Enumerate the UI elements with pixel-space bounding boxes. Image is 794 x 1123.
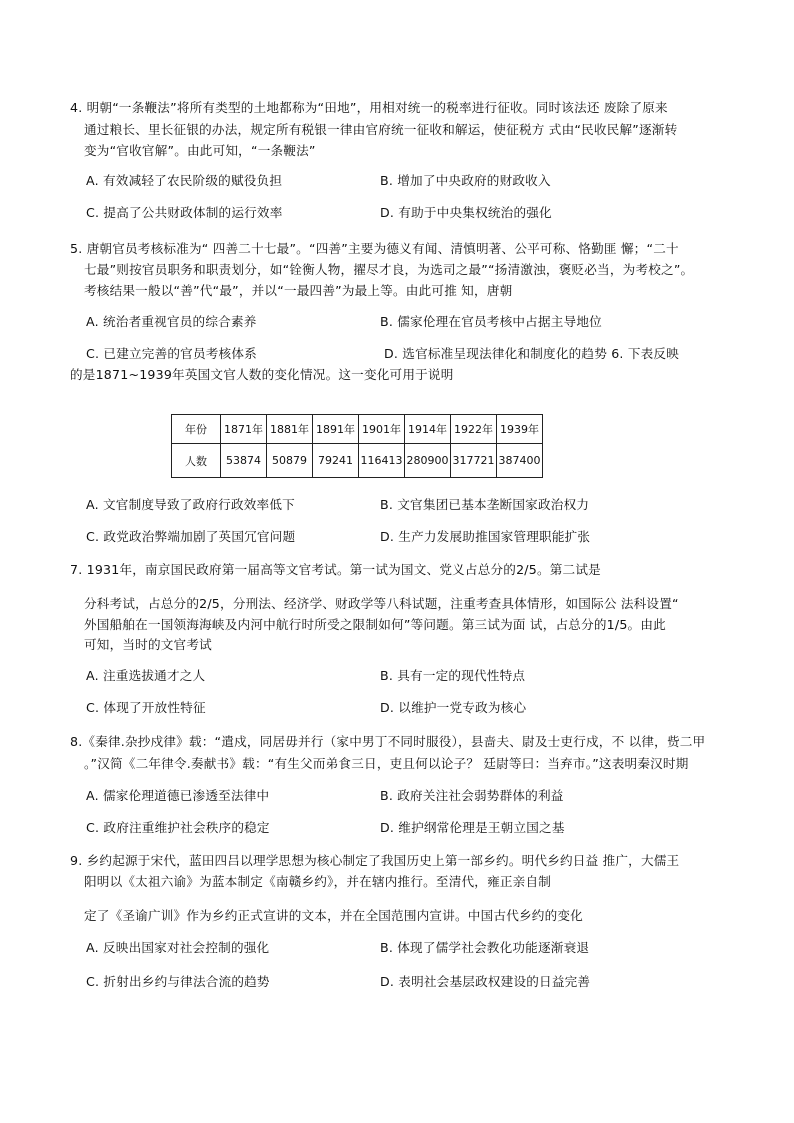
q8-option-a[interactable]: A. 儒家伦理道德已渗透至法律中: [86, 788, 270, 803]
q9-stem-line-3: 定了《圣谕广训》作为乡约正式宣讲的文本，并在全国范围内宣讲。中国古代乡约的变化: [84, 908, 583, 923]
q4-stem-line-2: 通过粮长、里长征银的办法，规定所有税银一律由官府统一征收和解运，使征税方 式由“民收民解”逐渐转: [84, 122, 678, 137]
q5-option-b[interactable]: B. 儒家伦理在官员考核中占据主导地位: [380, 314, 602, 329]
q4-option-b[interactable]: B. 增加了中央政府的财政收入: [380, 173, 551, 188]
table-year-cell: 1939年: [497, 415, 543, 444]
table-count-cell: 317721: [451, 444, 497, 478]
q7-option-a[interactable]: A. 注重选拔通才之人: [86, 668, 206, 683]
table-year-cell: 1891年: [313, 415, 359, 444]
q8-option-c[interactable]: C. 政府注重维护社会秩序的稳定: [86, 820, 270, 835]
q7-stem-line-1: 7. 1931年，南京国民政府第一届高等文官考试。第一试为国文、党义占总分的2/5。第二试是: [70, 562, 601, 577]
table-count-cell: 116413: [359, 444, 405, 478]
q4-stem-line-3: 变为“官收官解”。由此可知，“一条鞭法”: [84, 143, 316, 158]
q7-stem-line-4: 可知，当时的文官考试: [84, 637, 212, 652]
q6-option-a[interactable]: A. 文官制度导致了政府行政效率低下: [86, 497, 295, 512]
q8-stem-line-2: 。”汉简《二年律令.奏献书》载：“有生父而弟食三日，吏且何以论子？ 廷尉等曰：当弃市。”这表明秦汉时期: [84, 756, 689, 771]
table-row-counts: [172, 444, 543, 478]
q5-option-c[interactable]: C. 已建立完善的官员考核体系: [86, 346, 257, 361]
table-year-cell: 1922年: [451, 415, 497, 444]
q4-stem-line-1: 4. 明朝“一条鞭法”将所有类型的土地都称为“田地”，用相对统一的税率进行征收。同时该法还 废除了原来: [70, 100, 668, 115]
q9-option-a[interactable]: A. 反映出国家对社会控制的强化: [86, 940, 270, 955]
q4-option-a[interactable]: A. 有效减轻了农民阶级的赋役负担: [86, 173, 283, 188]
q8-stem-line-1: 8.《秦律.杂抄戍律》载：“遣戍，同居毋并行（家中男丁不同时服役），县啬夫、尉及士吏行戍，不 以律，赀二甲: [70, 734, 706, 749]
table-count-cell: 50879: [267, 444, 313, 478]
table-year-cell: 1871年: [221, 415, 267, 444]
q6-option-b[interactable]: B. 文官集团已基本垄断国家政治权力: [380, 497, 590, 512]
q6-stem-line-1: 的是1871~1939年英国文官人数的变化情况。这一变化可用于说明: [70, 367, 454, 382]
table-count-cell: 79241: [313, 444, 359, 478]
q4-option-c[interactable]: C. 提高了公共财政体制的运行效率: [86, 205, 283, 220]
q7-stem-line-2: 分科考试，占总分的2/5，分刑法、经济学、财政学等八科试题，注重考查具体情形，如国际公 法科设置“: [84, 596, 679, 611]
q4-option-d[interactable]: D. 有助于中央集权统治的强化: [380, 205, 552, 220]
table-year-cell: 1881年: [267, 415, 313, 444]
q5-option-d[interactable]: D. 选官标准呈现法律化和制度化的趋势 6. 下表反映: [384, 346, 680, 361]
q6-option-c[interactable]: C. 政党政治弊端加剧了英国冗官问题: [86, 529, 296, 544]
q6-option-d[interactable]: D. 生产力发展助推国家管理职能扩张: [380, 529, 591, 544]
table-year-cell: 1914年: [405, 415, 451, 444]
table-value-label: 人数: [172, 444, 221, 478]
q8-option-d[interactable]: D. 维护纲常伦理是王朝立国之基: [380, 820, 565, 835]
table-count-cell: 280900: [405, 444, 451, 478]
q7-option-b[interactable]: B. 具有一定的现代性特点: [380, 668, 526, 683]
q9-stem-line-1: 9. 乡约起源于宋代，蓝田四吕以理学思想为核心制定了我国历史上第一部乡约。明代乡约日益 推广，大儒王: [70, 853, 680, 868]
table-count-cell: 53874: [221, 444, 267, 478]
table-header-label: 年份: [172, 415, 221, 444]
table-row-years: [172, 415, 543, 444]
q7-option-c[interactable]: C. 体现了开放性特征: [86, 700, 206, 715]
q5-stem-line-2: 七最”则按官员职务和职责划分，如“铨衡人物，擢尽才良，为选司之最”“扬清激浊，褒贬必当，为考校之”。: [84, 262, 694, 277]
q5-stem-line-1: 5. 唐朝官员考核标准为“ 四善二十七最”。“四善”主要为德义有闻、清慎明著、公平可称、恪勤匪 懈；“二十: [70, 241, 679, 256]
q7-option-d[interactable]: D. 以维护一党专政为核心: [380, 700, 527, 715]
civil-servant-table: [171, 414, 543, 478]
q7-stem-line-3: 外国船舶在一国领海海峡及内河中航行时所受之限制如何”等问题。第三试为面 试，占总分的1/5。由此: [84, 617, 666, 632]
q9-stem-line-2: 阳明以《太祖六谕》为蓝本制定《南赣乡约》，并在辖内推行。至清代，雍正亲自制: [84, 874, 552, 889]
q5-option-a[interactable]: A. 统治者重视官员的综合素养: [86, 314, 257, 329]
table-count-cell: 387400: [497, 444, 543, 478]
q9-option-c[interactable]: C. 折射出乡约与律法合流的趋势: [86, 974, 270, 989]
q9-option-b[interactable]: B. 体现了儒学社会教化功能逐渐衰退: [380, 940, 590, 955]
q5-stem-line-3: 考核结果一般以“善”代“最”，并以“一最四善”为最上等。由此可推 知，唐朝: [84, 283, 513, 298]
q8-option-b[interactable]: B. 政府关注社会弱势群体的利益: [380, 788, 564, 803]
table-year-cell: 1901年: [359, 415, 405, 444]
q9-option-d[interactable]: D. 表明社会基层政权建设的日益完善: [380, 974, 591, 989]
